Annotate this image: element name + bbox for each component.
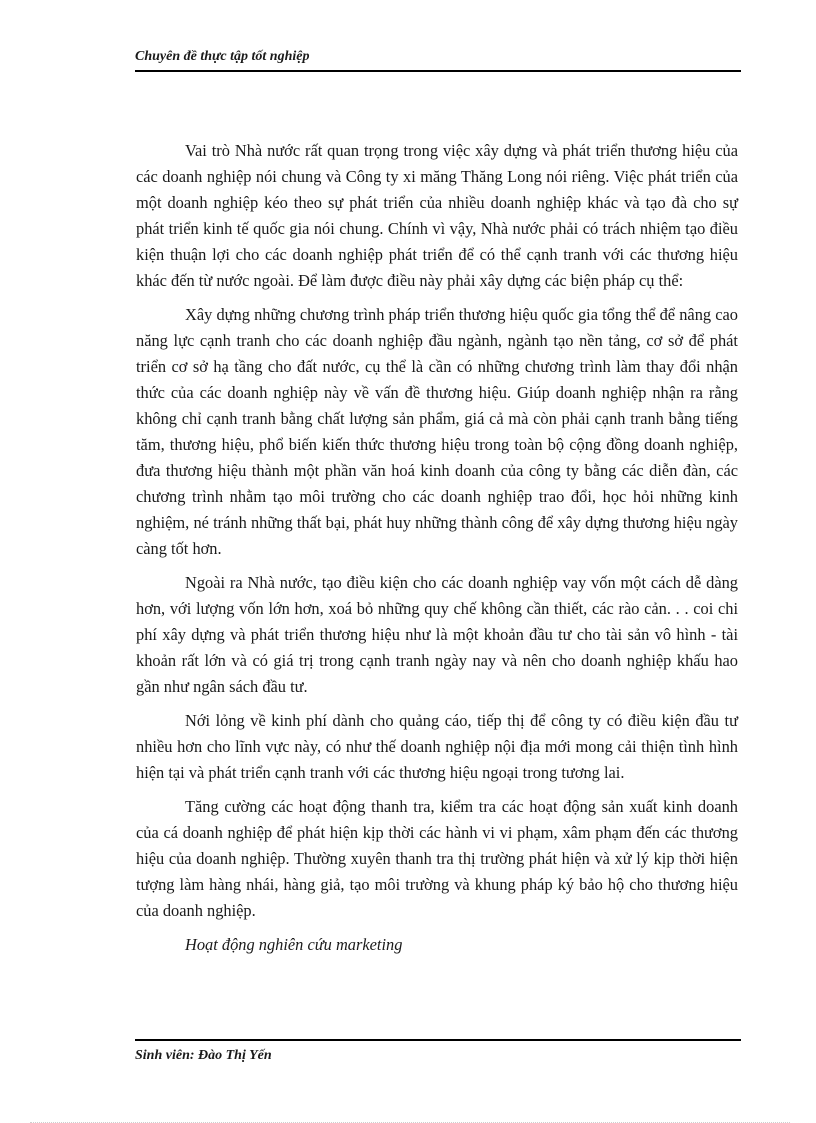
body-paragraph: Ngoài ra Nhà nước, tạo điều kiện cho các doanh nghiệp vay vốn một cách dễ dàng hơn, với lượng vốn lớn hơn, xoá bỏ những quy chế không cần thiết, các rào cản. . . coi chi phí xây dựng và phát triển thương hiệu như là một khoản đầu tư cho tài sản vô hình - tài khoản rất lớn và có giá trị trong cạnh tranh ngày nay và nên cho doanh nghiệp khấu hao gần như ngân sách đầu tư. (136, 573, 738, 696)
body-paragraph: Vai trò Nhà nước rất quan trọng trong việc xây dựng và phát triển thương hiệu của các doanh nghiệp nói chung và Công ty xi măng Thăng Long nói riêng. Việc phát triển của một doanh nghiệp kéo theo sự phát triển của nhiều doanh nghiệp khác và tạo đà cho sự phát triển kinh tế quốc gia nói chung. Chính vì vậy, Nhà nước phải có trách nhiệm tạo điều kiện thuận lợi cho các doanh nghiệp phát triển để có thể cạnh tranh với các thương hiệu khác đến từ nước ngoài. Để làm được điều này phải xây dựng các biện pháp cụ thể: (136, 141, 738, 290)
page-header (135, 48, 741, 72)
body-paragraph: Nới lỏng về kinh phí dành cho quảng cáo, tiếp thị để công ty có điều kiện đầu tư nhiều hơn cho lĩnh vực này, có như thế doanh nghiệp nội địa mới mong cải thiện tình hình hiện tại và phát triển cạnh tranh với các thương hiệu ngoại trong tương lai. (136, 711, 738, 782)
section-heading: Hoạt động nghiên cứu marketing (185, 935, 403, 954)
document-body (136, 138, 738, 966)
header-title: Chuyên đề thực tập tốt nghiệp (135, 49, 310, 64)
body-paragraph: Xây dựng những chương trình pháp triển thương hiệu quốc gia tổng thể để nâng cao năng lực cạnh tranh cho các doanh nghiệp đầu ngành, ngành tạo nền tảng, cơ sở để phát triển cơ sở hạ tầng cho đất nước, cụ thể là cần có những chương trình làm thay đổi nhận thức của các doanh nghiệp này về vấn đề thương hiệu. Giúp doanh nghiệp nhận ra rằng không chỉ cạnh tranh bằng chất lượng sản phẩm, giá cả mà còn phải cạnh tranh bằng tiếng tăm, thương hiệu, phổ biến kiến thức thương hiệu trong toàn bộ cộng đồng doanh nghiệp, đưa thương hiệu thành một phần văn hoá kinh doanh của công ty bằng các diễn đàn, các chương trình nhằm tạo môi trường cho các doanh nghiệp trao đổi, học hỏi những kinh nghiệm, né tránh những thất bại, phát huy những thành công để xây dựng thương hiệu ngày càng tốt hơn. (136, 305, 738, 558)
body-paragraph: Tăng cường các hoạt động thanh tra, kiểm tra các hoạt động sản xuất kinh doanh của cá doanh nghiệp để phát hiện kịp thời các hành vi vi phạm, xâm phạm đến các thương hiệu của doanh nghiệp. Thường xuyên thanh tra thị trường phát hiện và xử lý kịp thời hiện tượng làm hàng nhái, hàng giả, tạo môi trường và khung pháp ký bảo hộ cho thương hiệu của doanh nghiệp. (136, 797, 738, 920)
footer-author: Sinh viên: Đào Thị Yến (135, 1048, 272, 1063)
page-footer (135, 1039, 741, 1065)
